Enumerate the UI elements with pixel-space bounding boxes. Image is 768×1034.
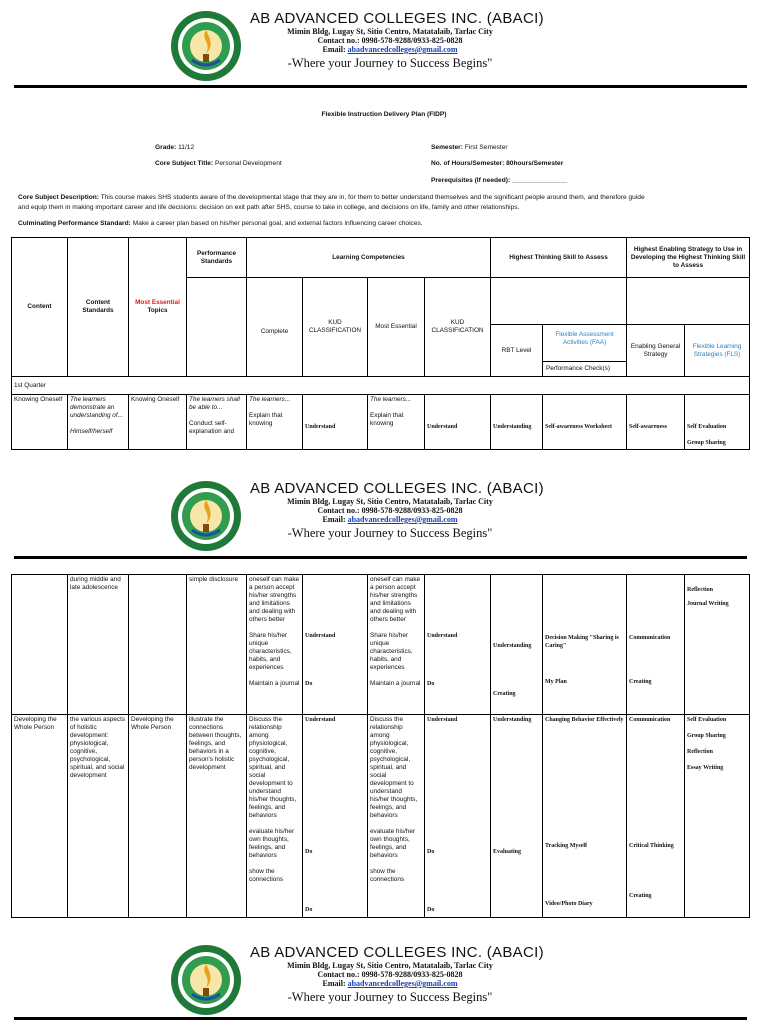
subject-row: Core Subject Title: Personal Development [155, 160, 282, 167]
header-rule [14, 85, 747, 88]
college-contact: Contact no.: 0998-578-9288/0933-825-0828 [317, 970, 463, 979]
culminating-standard: Culminating Performance Standard: Make a career plan based on his/her personal goal, and external factors influencing career choices. [18, 220, 423, 227]
fidp-table-page1 [11, 237, 750, 450]
college-name: AB ADVANCED COLLEGES INC. (ABACI) [250, 944, 544, 961]
college-address: Mimin Bldg, Lugay St, Sitio Centro, Matatalaib, Tarlac City [287, 497, 493, 506]
table-row: Knowing Oneself The learners demonstrate an understanding of... Himself/herself Knowing Oneself The learners shall be able to... Conduct self-explanation and The learners... Explain that knowing Understand The learners... Explain that knowing Understand Understanding Self-awareness Worksheet Self-awareness Self Evaluation Group Sharing [12, 395, 750, 450]
college-tagline: -Where your Journey to Success Begins" [287, 990, 493, 1004]
college-logo-icon [170, 480, 242, 552]
letterhead-middle: AB ADVANCED COLLEGES INC. (ABACI) Mimin Bldg, Lugay St, Sitio Centro, Matatalaib, Tarlac City Contact no.: 0998-578-9288/0933-825-0828 Email: abadvancedcolleges@gmail.com -Where your Journey to Success Begins" [0, 480, 768, 570]
fidp-table-page2 [11, 574, 750, 918]
college-logo-icon [170, 944, 242, 1016]
th-kud1: KUD CLASSIFICATION [303, 278, 368, 377]
table-row: Developing the Whole Person the various aspects of holistic development: physiological, cognitive, psychological, spiritual, and social development Developing the Whole Person illustrate the connections between thoughts, feelings, and behaviors in a person's holistic development Discuss the relationship among physiological, cognitive, psychological, spiritual, and social development to understand his/her thoughts, feelings, and behaviors evaluate his/her own thoughts, feelings, and behaviors show the connections Understand Do Do Discuss the relationship among physiological, cognitive, psychological, spiritual, and social development to understand his/her thoughts, feelings, and behaviors evaluate his/her own thoughts, feelings, and behaviors show the connections Understand Do Do Understanding Evaluating Changing Behavior Effectively Tracking Myself Video/Photo Diary Communication Critical Thinking Creating Self Evaluation Group Sharing Reflection Essay Writing [12, 715, 750, 918]
th-faa: Flexible Assessment Activities (FAA) Performance Check(s) [543, 325, 627, 377]
college-tagline: -Where your Journey to Success Begins" [287, 526, 493, 540]
college-tagline: -Where your Journey to Success Begins" [287, 56, 493, 70]
th-content: Content [12, 238, 68, 377]
email-link[interactable]: abadvancedcolleges@gmail.com [347, 979, 458, 988]
college-address: Mimin Bldg, Lugay St, Sitio Centro, Matatalaib, Tarlac City [287, 27, 493, 36]
college-address: Mimin Bldg, Lugay St, Sitio Centro, Matatalaib, Tarlac City [287, 961, 493, 970]
th-rbt-level: RBT Level [491, 325, 543, 377]
quarter-row: 1st Quarter [12, 377, 750, 395]
table-row: during middle and late adolescence simple disclosure oneself can make a person accept his/her strengths and limitations and dealing with others better Share his/her unique characteristics, habits, and experiences Maintain a journal Understand Do oneself can make a person accept his/her strengths and limitations and dealing with others better Share his/her unique characteristics, habits, and experiences Maintain a journal Understand Do Understanding Creating Decision Making "Sharing is Caring" My Plan Communication Creating Reflection Journal Writing [12, 575, 750, 715]
college-contact: Contact no.: 0998-578-9288/0933-825-0828 [317, 36, 463, 45]
th-enabling: Enabling General Strategy [627, 325, 685, 377]
college-contact: Contact no.: 0998-578-9288/0933-825-0828 [317, 506, 463, 515]
email-link[interactable]: abadvancedcolleges@gmail.com [347, 515, 458, 524]
th-highest-enabling: Highest Enabling Strategy to Use in Developing the Highest Thinking Skill to Assess [627, 238, 750, 278]
doc-title: Flexible Instruction Delivery Plan (FIDP) [321, 111, 447, 118]
header-rule [14, 556, 747, 559]
semester-row: Semester: First Semester [431, 144, 508, 151]
college-logo-icon [170, 10, 242, 82]
grade-row: Grade: 11/12 [155, 144, 195, 151]
prereq-row: Prerequisites (If needed): _______________ [431, 177, 567, 184]
th-learning-competencies: Learning Competencies [247, 238, 491, 278]
college-name: AB ADVANCED COLLEGES INC. (ABACI) [250, 10, 544, 27]
th-performance-standards: Performance Standards [187, 238, 247, 278]
th-highest-thinking: Highest Thinking Skill to Assess [491, 238, 627, 278]
th-kud2: KUD CLASSIFICATION [425, 278, 491, 377]
th-complete: Complete [247, 278, 303, 377]
core-description: Core Subject Description: This course makes SHS students aware of the developmental stage that they are in, for them to better understand themselves and the significant people around them, and therefore guide [18, 194, 645, 201]
letterhead-bottom: AB ADVANCED COLLEGES INC. (ABACI) Mimin Bldg, Lugay St, Sitio Centro, Matatalaib, Tarlac City Contact no.: 0998-578-9288/0933-825-0828 Email: abadvancedcolleges@gmail.com -Where your Journey to Success Begins" [0, 944, 768, 1034]
header-rule [14, 1017, 747, 1020]
th-most-essential-topics: Most Essential Topics [129, 238, 187, 377]
college-name: AB ADVANCED COLLEGES INC. (ABACI) [250, 480, 544, 497]
email-link[interactable]: abadvancedcolleges@gmail.com [347, 45, 458, 54]
th-content-standards: Content Standards [68, 238, 129, 377]
email-label: Email: [322, 45, 346, 54]
th-most-essential: Most Essential [368, 278, 425, 377]
th-fls: Flexible Learning Strategies (FLS) [685, 325, 750, 377]
hours-row: No. of Hours/Semester: 80hours/Semester [431, 160, 564, 167]
core-description-cont: and equip them in making important career and life decisions: decision on exit path after SHS, course to take in college, and decisions on life, family and other relationships. [18, 204, 520, 211]
